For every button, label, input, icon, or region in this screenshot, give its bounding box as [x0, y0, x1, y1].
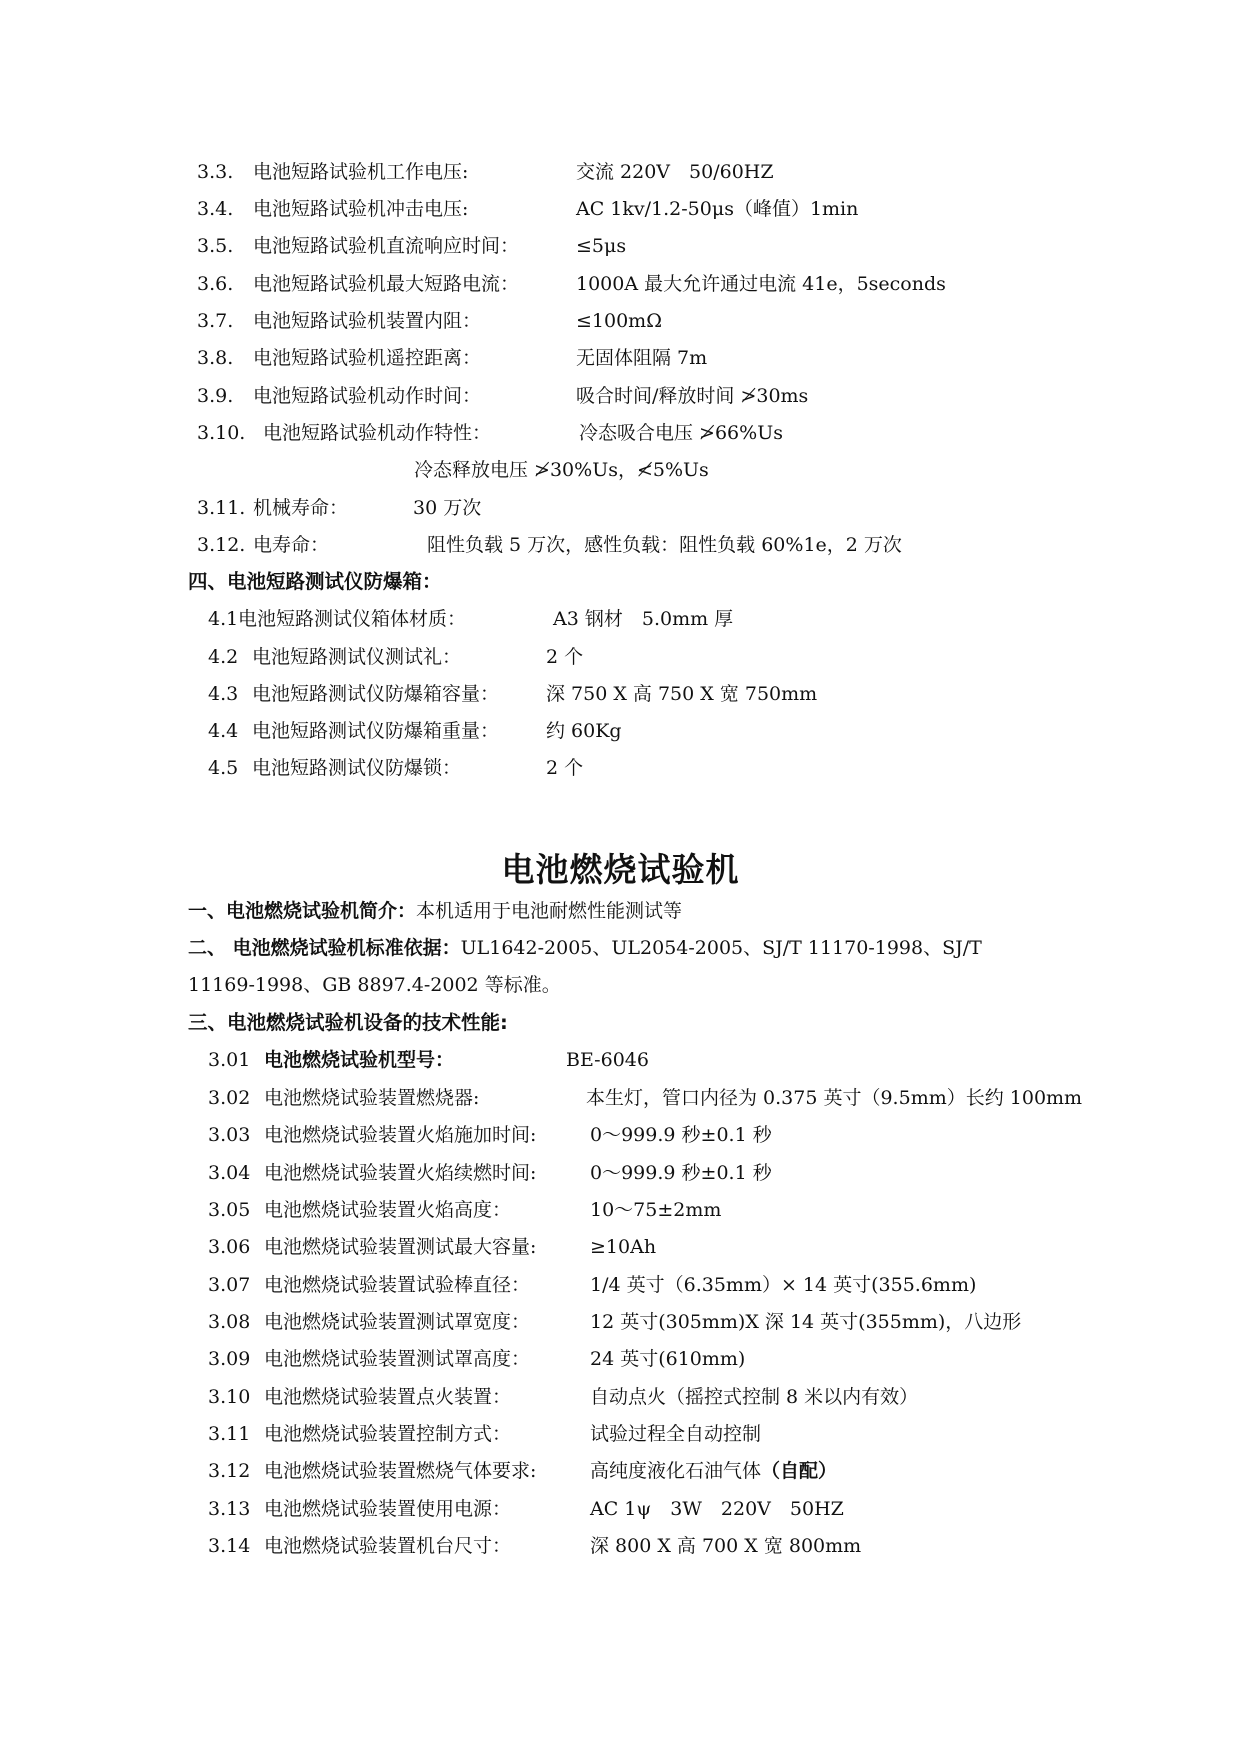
- spec-label: 电池短路试验机装置内阻：: [253, 310, 482, 332]
- spec-number: 3.6.: [197, 273, 234, 295]
- spec-number: 3.11: [208, 1423, 251, 1445]
- spec-value: AC 1kv/1.2-50μs（峰值）1min: [576, 198, 859, 220]
- spec-number: 3.01: [208, 1049, 251, 1071]
- spec-label: 电池短路测试仪测试礼：: [252, 646, 462, 668]
- spec-label: 电寿命：: [253, 534, 330, 556]
- spec-number: 3.3.: [197, 161, 234, 183]
- section-4-heading: 四、电池短路测试仪防爆箱：: [188, 570, 442, 593]
- spec-label: 电池燃烧试验机型号：: [264, 1049, 455, 1071]
- spec-value: 0～999.9 秒±0.1 秒: [590, 1124, 772, 1146]
- spec-number: 3.02: [208, 1087, 251, 1109]
- spec-label: 电池燃烧试验装置火焰施加时间:: [264, 1124, 537, 1146]
- spec-label: 电池燃烧试验装置机台尺寸：: [264, 1535, 512, 1557]
- spec-label: 电池短路测试仪防爆箱重量：: [252, 720, 500, 742]
- spec-value: ≤5μs: [576, 235, 627, 257]
- spec-label: 电池短路试验机直流响应时间：: [253, 235, 520, 257]
- spec-number: 3.03: [208, 1124, 251, 1146]
- spec-label: 电池燃烧试验装置点火装置：: [264, 1386, 512, 1408]
- spec-label: 电池燃烧试验装置测试罩高度：: [264, 1348, 531, 1370]
- spec-number: 3.14: [208, 1535, 251, 1557]
- spec-number: 3.07: [208, 1274, 251, 1296]
- spec-number: 3.11.: [197, 497, 246, 519]
- spec-number: 4.2: [208, 646, 239, 668]
- spec-value: ≤100mΩ: [576, 310, 662, 332]
- spec-label: 电池燃烧试验装置燃烧器:: [264, 1087, 480, 1109]
- spec-value: A3 钢材 5.0mm 厚: [553, 608, 734, 630]
- release-voltage-line: 冷态释放电压 ≯30%Us，≮5%Us: [414, 459, 709, 481]
- spec-value: 试验过程全自动控制: [590, 1423, 762, 1445]
- spec-value: 自动点火（摇控式控制 8 米以内有效）: [590, 1386, 919, 1408]
- spec-number: 3.10: [208, 1386, 251, 1408]
- spec-value: 冷态吸合电压 ≯66%Us: [579, 422, 783, 444]
- spec-value: [590, 1459, 837, 1483]
- spec-value: 10～75±2mm: [590, 1199, 722, 1221]
- spec-value: AC 1ψ 3W 220V 50HZ: [590, 1498, 844, 1520]
- spec-number: 3.08: [208, 1311, 251, 1333]
- spec-number: 3.4.: [197, 198, 234, 220]
- spec-value: 24 英寸(610mm): [590, 1348, 746, 1370]
- spec-label: 电池短路试验机工作电压:: [253, 161, 469, 183]
- spec-label: 电池短路测试仪防爆箱容量：: [252, 683, 500, 705]
- spec-value: 吸合时间/释放时间 ≯30ms: [576, 385, 809, 407]
- spec-value: ≥10Ah: [590, 1236, 657, 1258]
- intro-text: 本机适用于电池耐燃性能测试等: [416, 900, 683, 922]
- spec-label: 电池短路测试仪箱体材质：: [238, 608, 467, 630]
- standards-continuation: 11169-1998、GB 8897.4-2002 等标准。: [188, 974, 561, 996]
- spec-number: 3.12: [208, 1460, 251, 1482]
- spec-label: 电池短路试验机动作特性：: [263, 422, 492, 444]
- spec-number: 3.5.: [197, 235, 234, 257]
- spec-label: 电池燃烧试验装置测试最大容量:: [264, 1236, 537, 1258]
- spec-label: 电池燃烧试验装置燃烧气体要求:: [264, 1460, 537, 1482]
- spec-value: 1/4 英寸（6.35mm）× 14 英寸(355.6mm): [590, 1274, 977, 1296]
- spec-number: 3.7.: [197, 310, 234, 332]
- spec-number: 3.04: [208, 1162, 251, 1184]
- spec-value: 深 800 X 高 700 X 宽 800mm: [590, 1535, 862, 1557]
- document-title: 电池燃烧试验机: [501, 850, 740, 889]
- spec-value: 无固体阻隔 7m: [576, 347, 708, 369]
- spec-number: 3.8.: [197, 347, 234, 369]
- standards-label: 二、 电池燃烧试验机标准依据：: [188, 937, 461, 959]
- spec-label: 电池燃烧试验装置火焰续燃时间:: [264, 1162, 537, 1184]
- tech-heading: 三、电池燃烧试验机设备的技术性能:: [188, 1011, 508, 1034]
- spec-value: 阻性负载 5 万次，感性负载：阻性负载 60%1e，2 万次: [427, 534, 902, 556]
- self-supplied-note: （自配）: [761, 1460, 838, 1482]
- spec-label: 电池燃烧试验装置控制方式：: [264, 1423, 512, 1445]
- intro-label: 一、电池燃烧试验机简介：: [188, 900, 417, 922]
- spec-number: 3.10.: [197, 422, 246, 444]
- spec-value: 交流 220V 50/60HZ: [576, 161, 774, 183]
- spec-value: 2 个: [546, 757, 584, 779]
- spec-label: 电池短路测试仪防爆锁：: [252, 757, 462, 779]
- spec-value: 1000A 最大允许通过电流 41e，5seconds: [576, 273, 946, 295]
- spec-number: 3.06: [208, 1236, 251, 1258]
- spec-number: 4.1: [208, 608, 239, 630]
- spec-label: 电池燃烧试验装置测试罩宽度：: [264, 1311, 531, 1333]
- spec-label: 电池燃烧试验装置使用电源：: [264, 1498, 512, 1520]
- model-value: BE-6046: [566, 1049, 649, 1071]
- spec-value: 0～999.9 秒±0.1 秒: [590, 1162, 772, 1184]
- spec-label: 电池燃烧试验装置试验棒直径：: [264, 1274, 531, 1296]
- spec-value: 2 个: [546, 646, 584, 668]
- intro-line: [188, 899, 682, 923]
- standards-text: UL1642-2005、UL2054-2005、SJ/T 11170-1998、SJ/T: [460, 937, 982, 959]
- spec-value: 12 英寸(305mm)X 深 14 英寸(355mm)，八边形: [590, 1311, 1022, 1333]
- spec-value: 约 60Kg: [546, 720, 622, 742]
- spec-number: 4.3: [208, 683, 239, 705]
- spec-value: 30 万次: [413, 497, 482, 519]
- spec-label: 电池燃烧试验装置火焰高度：: [264, 1199, 512, 1221]
- spec-number: 3.9.: [197, 385, 234, 407]
- gas-value: 高纯度液化石油气体: [590, 1460, 762, 1482]
- spec-number: 3.13: [208, 1498, 251, 1520]
- spec-number: 4.5: [208, 757, 239, 779]
- spec-number: 4.4: [208, 720, 239, 742]
- spec-value: 本生灯，管口内径为 0.375 英寸（9.5mm）长约 100mm: [586, 1087, 1083, 1109]
- spec-number: 3.05: [208, 1199, 251, 1221]
- standards-line: [188, 936, 982, 960]
- spec-label: 电池短路试验机动作时间：: [253, 385, 482, 407]
- spec-number: 3.09: [208, 1348, 251, 1370]
- spec-label: 电池短路试验机最大短路电流：: [253, 273, 520, 295]
- spec-label: 电池短路试验机冲击电压:: [253, 198, 469, 220]
- spec-label: 电池短路试验机遥控距离：: [253, 347, 482, 369]
- spec-label: 机械寿命：: [253, 497, 349, 519]
- spec-number: 3.12.: [197, 534, 246, 556]
- spec-value: 深 750 X 高 750 X 宽 750mm: [546, 683, 818, 705]
